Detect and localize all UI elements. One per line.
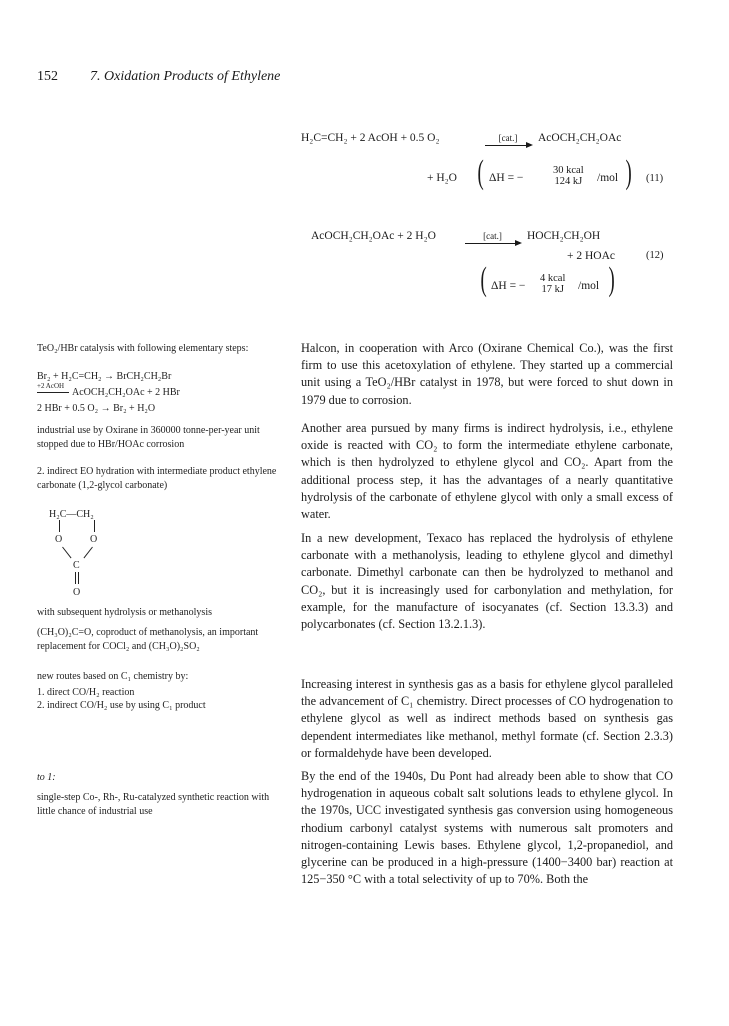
structure-o-bottom: O [73,587,81,598]
sidebar-step3: 2 HBr + 0.5 O₂ → Br₂ + H₂O [37,403,156,414]
structure-bond-diag-right [83,547,92,559]
paragraph-2: Another area pursued by many firms is indirect hydrolysis, i.e., ethylene oxide is reacted with CO₂ to form the intermediate ethylene carbonate, which is then hydrolyzed to ethylene glycol and CO₂. Apart from the additional process step, it has the advantages of a nearly quantitative hydrolysis of the carbonate of ethylene glycol with only a small excess of water. [301,421,673,522]
eq11-dh-unit: /mol [597,172,619,184]
eq11-catalyst: [cat.] [498,132,518,143]
eq12-dh-label: ΔH = − [491,280,526,292]
sidebar-step2-label: +2 AcOH [37,382,65,390]
eq11-dh-label: ΔH = − [489,172,524,184]
structure-double-bond-a [75,572,76,584]
sidebar-hydrolysis: with subsequent hydrolysis or methanolysis [37,607,212,618]
page-number: 152 [37,69,58,84]
eq11-number: (11) [646,173,664,184]
eq12-product: HOCH₂CH₂OH [527,230,601,242]
eq12-enthalpy: ( ΔH = − 4 kcal 17 kJ /mol ) [480,261,615,298]
eq11-reactants: H₂C=CH₂ + 2 AcOH + 0.5 O₂ [301,132,440,144]
structure-bond-diag-left [62,547,71,559]
eq11-dh-top: 30 kcal [553,165,584,176]
structure-top: H₂C—CH₂ [49,509,94,520]
sidebar-step1: Br₂ + H₂C=CH₂ → BrCH₂CH₂Br [37,371,172,382]
eq12-dh-fraction [540,273,565,295]
paragraph-3: In a new development, Texaco has replaced the hydrolysis of ethylene carbonate with a methanolysis, leading to ethylene glycol and dimethyl carbonate. Dimethyl carbonate can then be hydrolyzed to methanol and CO₂, but it is increasingly used for carbonylation and methylation, for example, for the manufacture of isocyanates (cf. Section 13.3.3) and polycarbonates (cf. Section 13.2.1.3). [301,531,673,632]
eq12-number: (12) [646,250,664,261]
eq11-dh-fraction [553,165,584,187]
eq12-reactants: AcOCH₂CH₂OAc + 2 H₂O [311,230,436,242]
sidebar-new-routes: new routes based on C₁ chemistry by: [37,671,189,682]
eq12-dh-unit: /mol [578,280,600,292]
sidebar-step2: AcOCH₂CH₂OAc + 2 HBr [72,387,180,398]
eq12-catalyst: [cat.] [483,230,502,241]
structure-o-left: O [55,534,63,545]
sidebar-route2: 2. indirect CO/H₂ use by using C₁ product [37,700,206,711]
chapter-title: 7. Oxidation Products of Ethylene [90,69,281,84]
structure-bond-right [94,520,95,532]
structure-c: C [73,560,80,571]
eq11-arrow [485,132,531,151]
sidebar-route1: 1. direct CO/H₂ reaction [37,687,135,698]
sidebar-to1: to 1: [37,772,56,783]
sidebar-item2: 2. indirect EO hydration with intermediate product ethylene carbonate (1,2-glycol carbonate) [37,466,277,491]
paragraph-4: Increasing interest in synthesis gas as a basis for ethylene glycol paralleled the advancement of C₁ chemistry. Direct processes of CO hydrogenation to ethylene glycol as well as indirect methods based on synthesis gas dependent intermediates like methanol, methyl formate (cf. Section 2.3.3) or formaldehyde have been developed. [301,677,673,760]
sidebar-industrial: industrial use by Oxirane in 360000 tonne-per-year unit stopped due to HBr/HOAc corrosion [37,425,260,450]
eq12-dh-bottom: 17 kJ [541,284,564,295]
eq11-product: AcOCH₂CH₂OAc [538,132,622,144]
structure-o-right: O [90,534,98,545]
sidebar-single-step: single-step Co-, Rh-, Ru-catalyzed synthetic reaction with little chance of industrial use [37,792,270,817]
eq12-byproduct: + 2 HOAc [567,250,616,262]
structure-double-bond-b [78,572,79,584]
eq12-dh-top: 4 kcal [540,273,566,284]
sidebar-step2-arrow [37,392,69,393]
eq12-arrow [465,230,520,249]
sidebar-intro: TeO₂/HBr catalysis with following elementary steps: [37,343,249,354]
structure-bond-left [59,520,60,532]
eq11-byproduct: + H₂O [427,172,457,184]
eq11-enthalpy: ( ΔH = − 30 kcal 124 kJ /mol ) [477,154,632,191]
eq11-dh-bottom: 124 kJ [554,176,583,187]
paragraph-5: By the end of the 1940s, Du Pont had already been able to show that CO hydrogenation in aqueous cobalt salt solutions leads to ethylene glycol. In the 1970s, UCC investigated synthesis gas conversion using homogeneous rhodium carbonyl catalyst systems with numerous salt promoters and nitrogen-containing Lewis bases. Ethylene glycol, 1,2-propanediol, and glycerine can be produced in a high-pressure (1400−3400 bar) reaction at 125−350 °C with a total selectivity of up to 70%. Both the [301,769,673,887]
sidebar-coproduct: (CH₃O)₂C=O, coproduct of methanolysis, an important replacement for COCl₂ and (CH₃O)₂SO₂ [37,627,259,652]
paragraph-1: Halcon, in cooperation with Arco (Oxirane Chemical Co.), was the first firm to use this acetoxylation of ethylene. They started up a commercial unit using a TeO₂/HBr catalyst in 1978, but were forced to shut down in 1979 due to corrosion. [301,341,673,407]
